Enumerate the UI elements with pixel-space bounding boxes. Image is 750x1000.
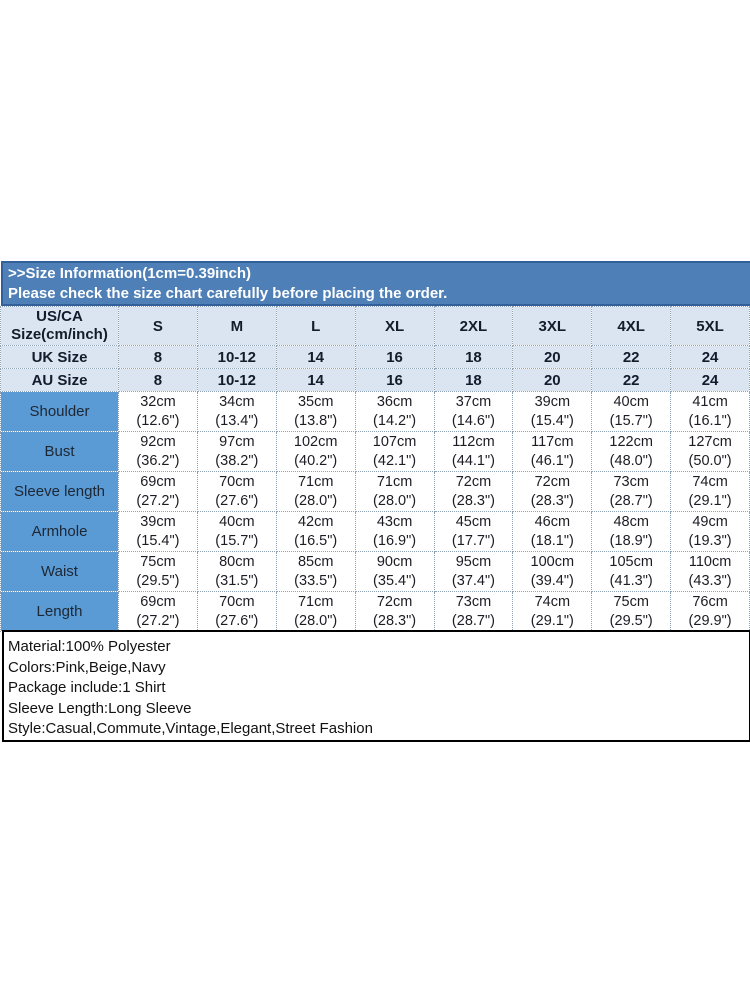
measurement-cell: 80cm (31.5") bbox=[197, 552, 276, 592]
measurement-cell: 90cm (35.4") bbox=[355, 552, 434, 592]
product-info-line: Sleeve Length:Long Sleeve bbox=[8, 699, 192, 717]
measurement-cell: 45cm (17.7") bbox=[434, 512, 513, 552]
measurement-cell: 70cm (27.6") bbox=[197, 472, 276, 512]
measurement-cell: 71cm (28.0") bbox=[276, 472, 355, 512]
measurement-cell: 71cm (28.0") bbox=[276, 592, 355, 632]
measurement-cell: 72cm (28.3") bbox=[513, 472, 592, 512]
product-info-box bbox=[2, 630, 750, 742]
product-info-line: Material:100% Polyester bbox=[8, 638, 171, 655]
au-size-cell: 22 bbox=[592, 369, 671, 392]
product-info-line: Colors:Pink,Beige,Navy bbox=[8, 658, 166, 676]
measurement-cell: 72cm (28.3") bbox=[355, 592, 434, 632]
size-column-header: 2XL bbox=[434, 307, 513, 346]
measurement-cell: 36cm (14.2") bbox=[355, 392, 434, 432]
size-header-row bbox=[1, 307, 750, 346]
measurement-cell: 122cm (48.0") bbox=[592, 432, 671, 472]
measurement-cell: 74cm (29.1") bbox=[671, 472, 750, 512]
measurement-cell: 69cm (27.2") bbox=[119, 592, 198, 632]
uk-size-cell: 16 bbox=[355, 346, 434, 369]
uk-size-cell: 8 bbox=[119, 346, 198, 369]
measurement-cell: 85cm (33.5") bbox=[276, 552, 355, 592]
au-size-cell: 16 bbox=[355, 369, 434, 392]
size-column-header: L bbox=[276, 307, 355, 346]
measurement-row-label: Sleeve length bbox=[1, 472, 119, 512]
au-size-cell: 18 bbox=[434, 369, 513, 392]
measurement-cell: 35cm (13.8") bbox=[276, 392, 355, 432]
size-column-header: S bbox=[119, 307, 198, 346]
measurement-row-label: Bust bbox=[1, 432, 119, 472]
uk-size-label: UK Size bbox=[1, 346, 119, 369]
measurement-row bbox=[1, 552, 750, 592]
au-size-row bbox=[1, 369, 750, 392]
uk-size-cell: 14 bbox=[276, 346, 355, 369]
measurement-cell: 75cm (29.5") bbox=[592, 592, 671, 632]
measurement-cell: 39cm (15.4") bbox=[513, 392, 592, 432]
measurement-cell: 46cm (18.1") bbox=[513, 512, 592, 552]
measurement-row bbox=[1, 592, 750, 632]
measurement-row bbox=[1, 432, 750, 472]
measurement-cell: 73cm (28.7") bbox=[434, 592, 513, 632]
measurement-cell: 42cm (16.5") bbox=[276, 512, 355, 552]
banner-subtitle: Please check the size chart carefully before placing the order. bbox=[8, 285, 448, 302]
measurement-cell: 74cm (29.1") bbox=[513, 592, 592, 632]
measurement-cell: 41cm (16.1") bbox=[671, 392, 750, 432]
measurement-cell: 73cm (28.7") bbox=[592, 472, 671, 512]
measurement-cell: 105cm (41.3") bbox=[592, 552, 671, 592]
measurement-cell: 112cm (44.1") bbox=[434, 432, 513, 472]
au-size-cell: 14 bbox=[276, 369, 355, 392]
size-info-banner bbox=[1, 261, 750, 306]
measurement-cell: 70cm (27.6") bbox=[197, 592, 276, 632]
measurement-cell: 49cm (19.3") bbox=[671, 512, 750, 552]
au-size-cell: 24 bbox=[671, 369, 750, 392]
au-size-cell: 8 bbox=[119, 369, 198, 392]
au-size-cell: 10-12 bbox=[197, 369, 276, 392]
size-chart-table bbox=[0, 306, 750, 632]
measurement-row-label: Armhole bbox=[1, 512, 119, 552]
corner-header bbox=[1, 307, 119, 346]
measurement-cell: 100cm (39.4") bbox=[513, 552, 592, 592]
measurement-cell: 95cm (37.4") bbox=[434, 552, 513, 592]
uk-size-cell: 22 bbox=[592, 346, 671, 369]
measurement-cell: 37cm (14.6") bbox=[434, 392, 513, 432]
corner-header-line2: Size(cm/inch) bbox=[11, 326, 108, 343]
measurement-cell: 127cm (50.0") bbox=[671, 432, 750, 472]
measurement-cell: 92cm (36.2") bbox=[119, 432, 198, 472]
product-info-line: Package include:1 Shirt bbox=[8, 679, 166, 696]
au-size-label: AU Size bbox=[1, 369, 119, 392]
measurement-cell: 97cm (38.2") bbox=[197, 432, 276, 472]
measurement-cell: 43cm (16.9") bbox=[355, 512, 434, 552]
uk-size-cell: 18 bbox=[434, 346, 513, 369]
measurement-cell: 75cm (29.5") bbox=[119, 552, 198, 592]
measurement-cell: 34cm (13.4") bbox=[197, 392, 276, 432]
measurement-cell: 107cm (42.1") bbox=[355, 432, 434, 472]
measurement-row-label: Shoulder bbox=[1, 392, 119, 432]
uk-size-cell: 24 bbox=[671, 346, 750, 369]
measurement-cell: 32cm (12.6") bbox=[119, 392, 198, 432]
measurement-row bbox=[1, 512, 750, 552]
measurement-row-label: Length bbox=[1, 592, 119, 632]
measurement-row-label: Waist bbox=[1, 552, 119, 592]
measurement-row bbox=[1, 472, 750, 512]
measurement-cell: 72cm (28.3") bbox=[434, 472, 513, 512]
uk-size-cell: 20 bbox=[513, 346, 592, 369]
measurement-cell: 69cm (27.2") bbox=[119, 472, 198, 512]
corner-header-line1: US/CA bbox=[36, 308, 83, 325]
size-column-header: M bbox=[197, 307, 276, 346]
banner-title: >>Size Information(1cm=0.39inch) bbox=[8, 265, 251, 282]
au-size-cell: 20 bbox=[513, 369, 592, 392]
measurement-cell: 40cm (15.7") bbox=[197, 512, 276, 552]
measurement-cell: 71cm (28.0") bbox=[355, 472, 434, 512]
measurement-row bbox=[1, 392, 750, 432]
size-column-header: 4XL bbox=[592, 307, 671, 346]
measurement-cell: 117cm (46.1") bbox=[513, 432, 592, 472]
measurement-cell: 48cm (18.9") bbox=[592, 512, 671, 552]
measurement-cell: 76cm (29.9") bbox=[671, 592, 750, 632]
measurement-cell: 102cm (40.2") bbox=[276, 432, 355, 472]
size-column-header: XL bbox=[355, 307, 434, 346]
measurement-cell: 110cm (43.3") bbox=[671, 552, 750, 592]
size-column-header: 3XL bbox=[513, 307, 592, 346]
size-column-header: 5XL bbox=[671, 307, 750, 346]
product-info-line: Style:Casual,Commute,Vintage,Elegant,Street Fashion bbox=[8, 720, 373, 737]
uk-size-row bbox=[1, 346, 750, 369]
measurement-cell: 39cm (15.4") bbox=[119, 512, 198, 552]
measurement-cell: 40cm (15.7") bbox=[592, 392, 671, 432]
uk-size-cell: 10-12 bbox=[197, 346, 276, 369]
